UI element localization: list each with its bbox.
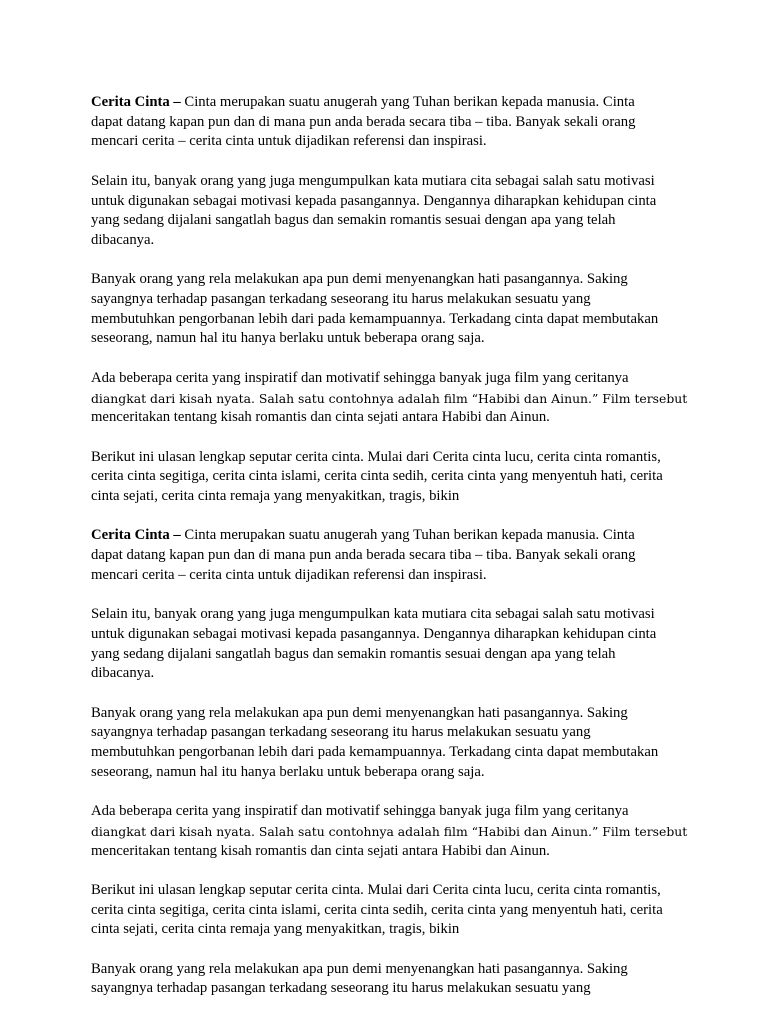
lead-title: Cerita Cinta – (91, 527, 181, 544)
text-line (91, 526, 691, 546)
text-line: cerita cinta segitiga, cerita cinta islami, cerita cinta sedih, cerita cinta yang menyentuh hati, cerita (91, 468, 663, 485)
paragraph-motivasi (91, 172, 691, 251)
text-line: menceritakan tentang kisah romantis dan cinta sejati antara Habibi dan Ainun. (91, 842, 550, 859)
text-line: mencari cerita – cerita cinta untuk dijadikan referensi dan inspirasi. (91, 133, 487, 150)
paragraph-film (91, 369, 691, 428)
paragraph-intro (91, 93, 691, 152)
text-line: mencari cerita – cerita cinta untuk dijadikan referensi dan inspirasi. (91, 566, 487, 583)
text-line: cinta sejati, cerita cinta remaja yang menyakitkan, tragis, bikin (91, 921, 460, 938)
lead-title: Cerita Cinta – (91, 94, 181, 110)
text-line: dibacanya. (91, 665, 155, 682)
paragraph-motivasi-repeat (91, 605, 691, 684)
text-line: Berikut ini ulasan lengkap seputar cerita cinta. Mulai dari Cerita cinta lucu, cerita cinta romantis, (91, 448, 661, 465)
paragraph-film-repeat (91, 802, 691, 861)
text-line: seseorang, namun hal itu hanya berlaku untuk beberapa orang saja. (91, 763, 485, 780)
text-line: membutuhkan pengorbanan lebih dari pada kemampuannya. Terkadang cinta dapat membutakan (91, 744, 659, 761)
text-line: dapat datang kapan pun dan di mana pun anda berada secara tiba – tiba. Banyak sekali orang (91, 547, 636, 564)
text-line: dibacanya. (91, 231, 155, 248)
text-line: membutuhkan pengorbanan lebih dari pada kemampuannya. Terkadang cinta dapat membutakan (91, 310, 659, 327)
paragraph-pengorbanan-repeat (91, 704, 691, 783)
text-line: yang sedang dijalani sangatlah bagus dan semakin romantis sesuai dengan apa yang telah (91, 645, 616, 662)
text-line: Banyak orang yang rela melakukan apa pun demi menyenangkan hati pasangannya. Saking (91, 271, 628, 288)
text-line: Banyak orang yang rela melakukan apa pun demi menyenangkan hati pasangannya. Saking (91, 960, 628, 977)
line-text: Cinta merupakan suatu anugerah yang Tuhan berikan kepada manusia. Cinta (180, 527, 635, 544)
paragraph-ulasan-repeat (91, 881, 691, 940)
text-line: cinta sejati, cerita cinta remaja yang menyakitkan, tragis, bikin (91, 488, 460, 504)
text-line: Selain itu, banyak orang yang juga mengumpulkan kata mutiara cita sebagai salah satu motivasi (91, 606, 655, 623)
text-line: Berikut ini ulasan lengkap seputar cerita cinta. Mulai dari Cerita cinta lucu, cerita cinta romantis, (91, 881, 661, 898)
text-line: yang sedang dijalani sangatlah bagus dan semakin romantis sesuai dengan apa yang telah (91, 212, 616, 229)
text-line: seseorang, namun hal itu hanya berlaku untuk beberapa orang saja. (91, 330, 485, 347)
document-page (91, 93, 691, 1019)
text-line: menceritakan tentang kisah romantis dan cinta sejati antara Habibi dan Ainun. (91, 409, 550, 426)
text-line: cerita cinta segitiga, cerita cinta islami, cerita cinta sedih, cerita cinta yang menyentuh hati, cerita (91, 901, 663, 918)
text-line: Banyak orang yang rela melakukan apa pun demi menyenangkan hati pasangannya. Saking (91, 704, 628, 721)
text-line: diangkat dari kisah nyata. Salah satu contohnya adalah film “Habibi dan Ainun.” Film tersebut (91, 823, 688, 839)
text-line: diangkat dari kisah nyata. Salah satu contohnya adalah film “Habibi dan Ainun.” Film tersebut (91, 390, 688, 406)
line-text: Cinta merupakan suatu anugerah yang Tuhan berikan kepada manusia. Cinta (180, 94, 635, 110)
paragraph-intro-repeat (91, 526, 691, 585)
text-line: Selain itu, banyak orang yang juga mengumpulkan kata mutiara cita sebagai salah satu motivasi (91, 172, 655, 189)
text-line (91, 93, 691, 113)
paragraph-ulasan (91, 448, 691, 507)
text-line: Ada beberapa cerita yang inspiratif dan motivatif sehingga banyak juga film yang ceritanya (91, 369, 629, 386)
text-line: Ada beberapa cerita yang inspiratif dan motivatif sehingga banyak juga film yang ceritanya (91, 803, 629, 820)
text-line: untuk digunakan sebagai motivasi kepada pasangannya. Dengannya diharapkan kehidupan cinta (91, 625, 657, 642)
text-line: sayangnya terhadap pasangan terkadang seseorang itu harus melakukan sesuatu yang (91, 291, 591, 307)
text-line: untuk digunakan sebagai motivasi kepada pasangannya. Dengannya diharapkan kehidupan cinta (91, 192, 657, 209)
text-line: sayangnya terhadap pasangan terkadang seseorang itu harus melakukan sesuatu yang (91, 724, 591, 741)
text-line: sayangnya terhadap pasangan terkadang seseorang itu harus melakukan sesuatu yang (91, 980, 591, 997)
paragraph-pengorbanan-partial (91, 960, 691, 999)
paragraph-pengorbanan (91, 270, 691, 349)
text-line: dapat datang kapan pun dan di mana pun anda berada secara tiba – tiba. Banyak sekali orang (91, 113, 636, 130)
